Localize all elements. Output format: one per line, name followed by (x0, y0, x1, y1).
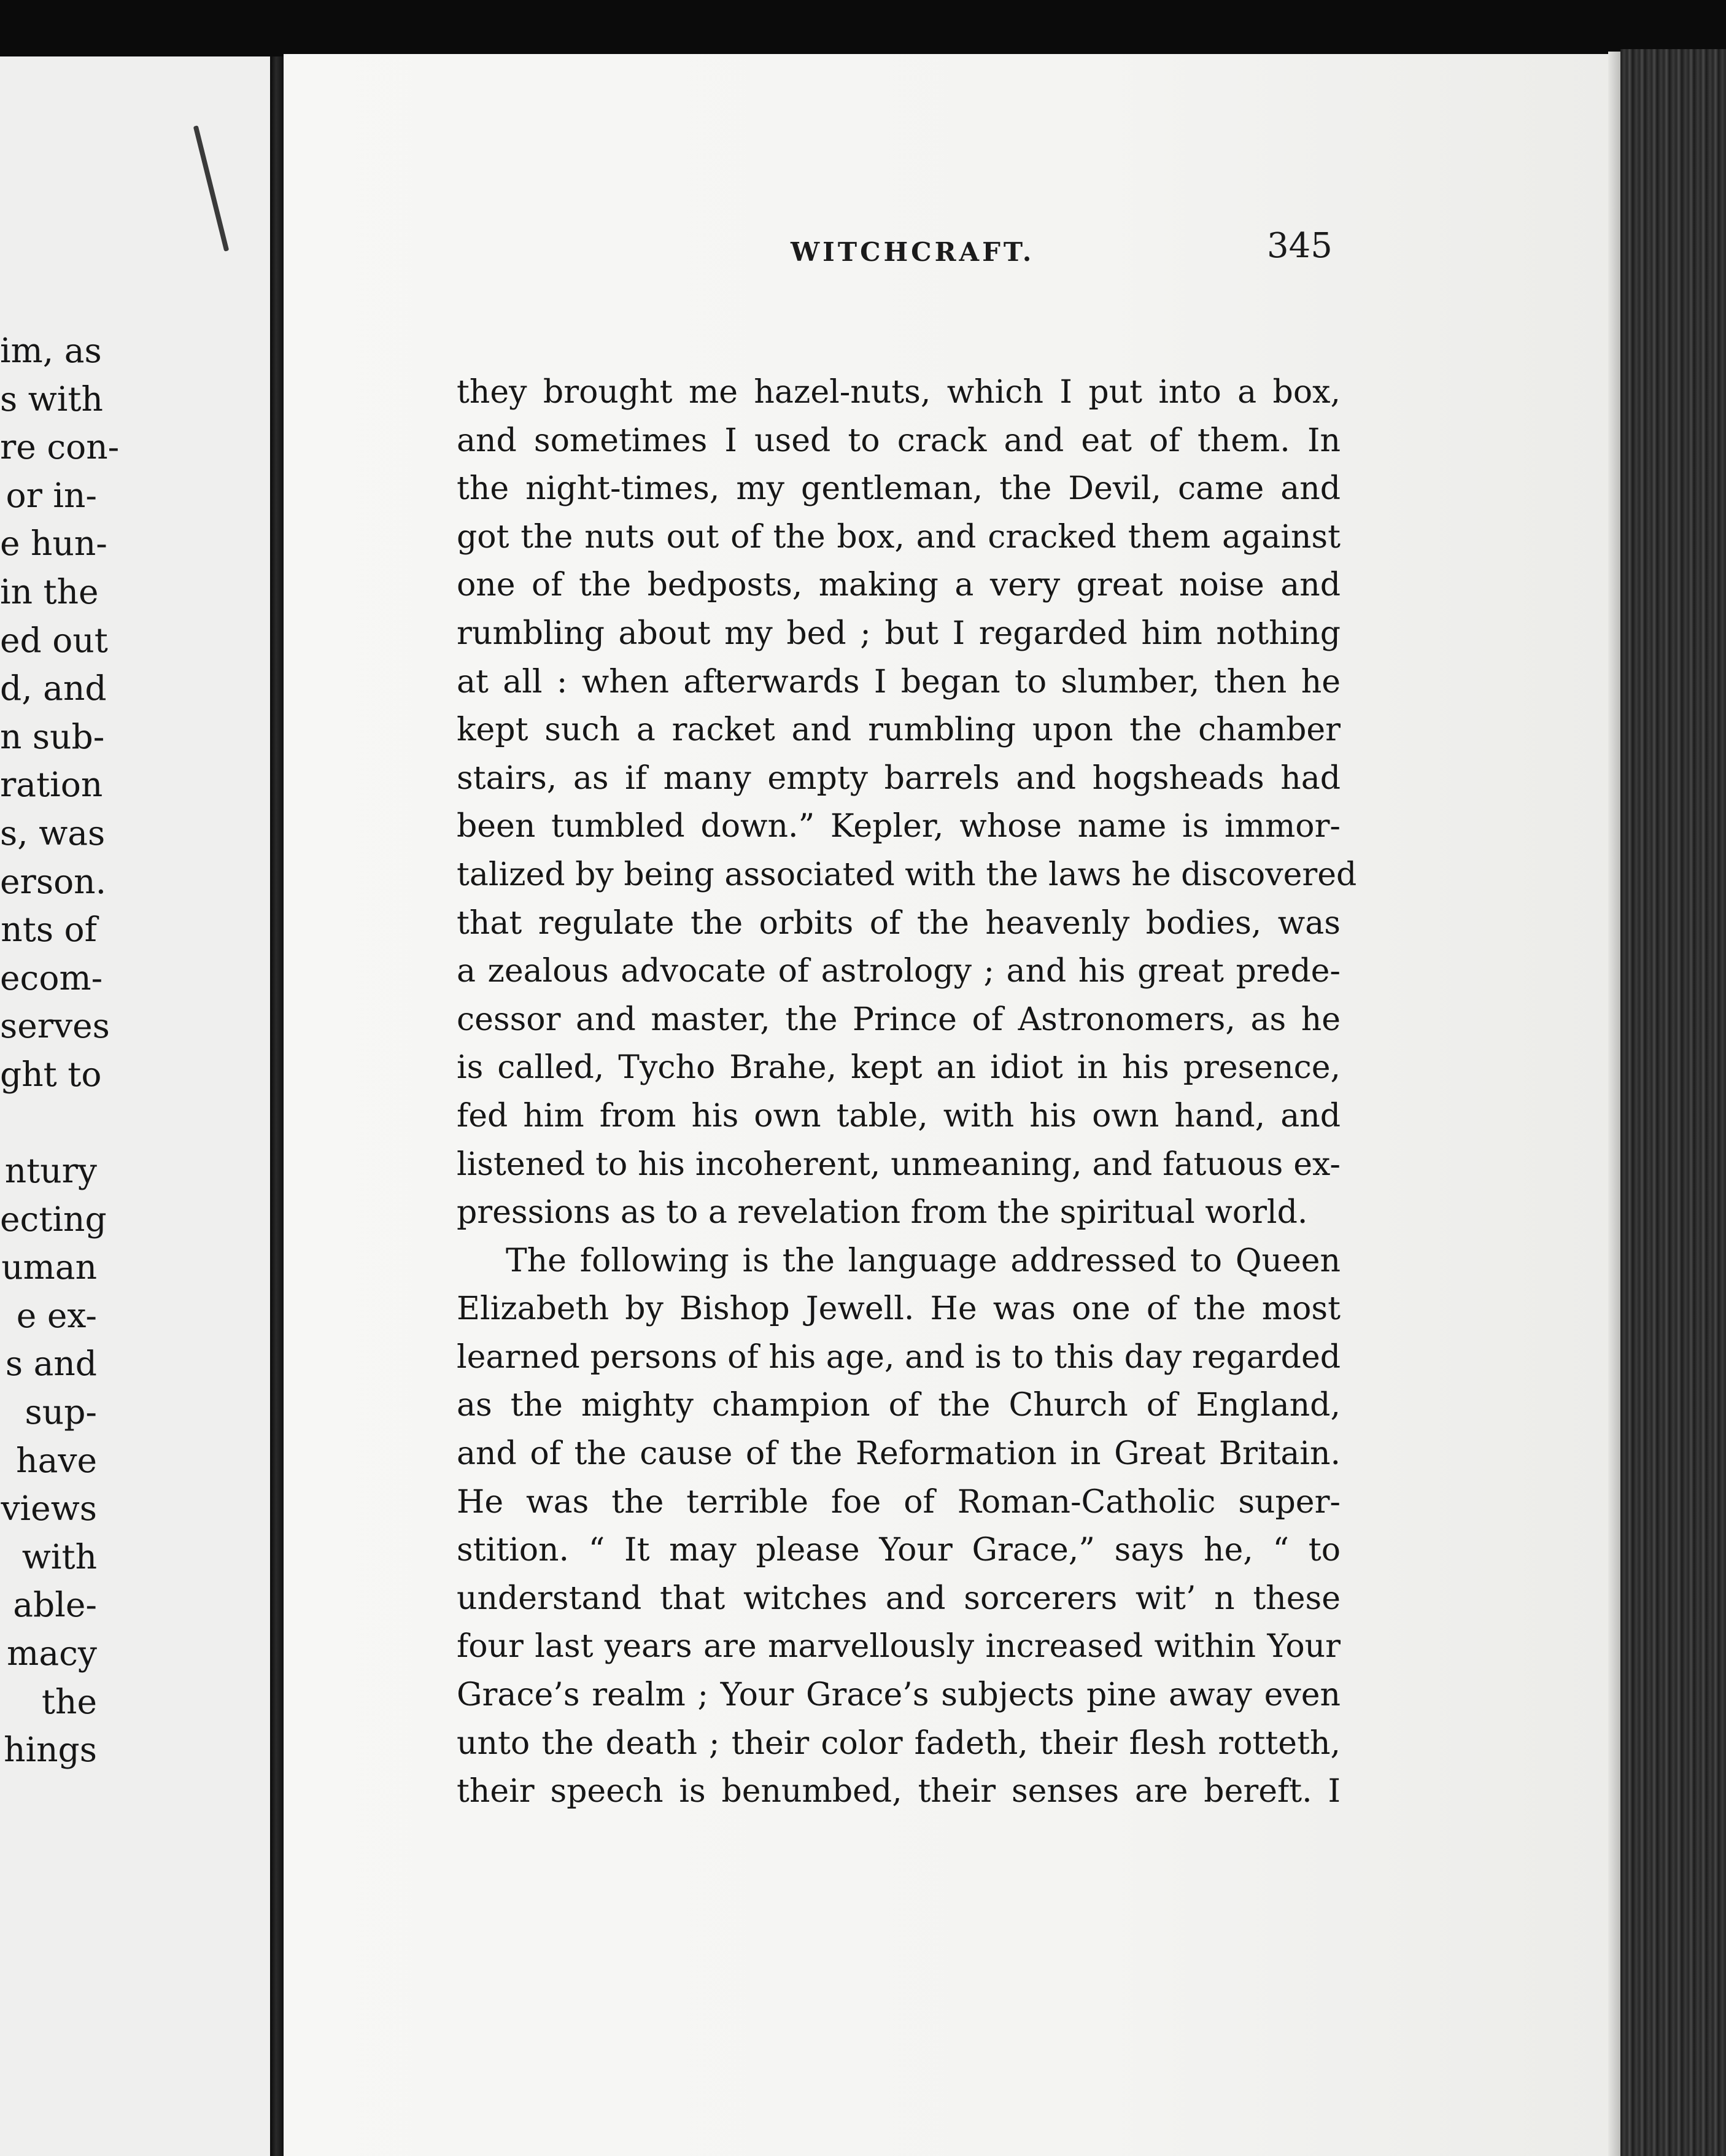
text-line: serves (0, 1006, 110, 1046)
text-line: the night-times, my gentleman, the Devil, came and (457, 470, 1341, 508)
text-line: one of the bedposts, making a very great noise and (457, 567, 1341, 604)
text-line: ght to (0, 1054, 102, 1094)
text-line: fed him from his own table, with his own hand, and (457, 1097, 1341, 1134)
text-line: or in- (6, 475, 97, 515)
text-line: d, and (0, 669, 107, 708)
text-line: s and (5, 1344, 97, 1384)
text-line: rumbling about my bed ; but I regarded him nothing (457, 615, 1341, 652)
text-line: ecom- (0, 958, 103, 998)
text-line: the (41, 1681, 97, 1721)
text-line: got the nuts out of the box, and cracked them against (457, 518, 1341, 556)
text-line: have (16, 1440, 97, 1480)
text-line: at all : when afterwards I began to slumber, then he (457, 663, 1341, 700)
text-line: understand that witches and sorcerers wit’ n these (457, 1580, 1341, 1617)
text-line: they brought me hazel-nuts, which I put into a box, (457, 374, 1341, 411)
left-page (0, 56, 270, 2156)
text-line: cessor and master, the Prince of Astronomers, as he (457, 1001, 1341, 1038)
text-line: stairs, as if many empty barrels and hogsheads had (457, 759, 1341, 797)
text-line: He was the terrible foe of Roman-Catholic super- (457, 1483, 1341, 1521)
text-line: in the (0, 572, 99, 611)
text-line: macy (7, 1634, 97, 1673)
left-page-text (0, 327, 120, 1774)
page-stack-edge (1620, 49, 1726, 2156)
running-head-title: WITCHCRAFT. (791, 237, 1035, 267)
text-line: is called, Tycho Brahe, kept an idiot in his presence, (457, 1049, 1341, 1087)
text-line: im, as (0, 331, 102, 370)
text-line: Elizabeth by Bishop Jewell. He was one of the most (457, 1290, 1341, 1328)
text-line: and of the cause of the Reformation in Great Britain. (457, 1435, 1341, 1473)
text-line: s with (0, 379, 103, 419)
text-line: a zealous advocate of astrology ; and his great prede- (457, 953, 1341, 990)
text-line: uman (1, 1247, 97, 1287)
text-line: sup- (25, 1392, 97, 1432)
text-line: e ex- (16, 1295, 97, 1335)
text-line: s, was (0, 813, 106, 853)
text-line: listened to his incoherent, unmeaning, and fatuous ex- (457, 1146, 1341, 1183)
text-line: talized by being associated with the laws he discovered (457, 856, 1357, 893)
text-line: ntury (4, 1151, 97, 1191)
text-line: able- (13, 1585, 97, 1625)
text-line: Grace’s realm ; Your Grace’s subjects pine away even (457, 1677, 1341, 1714)
text-line: kept such a racket and rumbling upon the chamber (457, 712, 1341, 749)
book-gutter (270, 56, 284, 2156)
text-line: and sometimes I used to crack and eat of them. In (457, 422, 1341, 459)
text-line: as the mighty champion of the Church of England, (457, 1387, 1341, 1424)
text-line: with (21, 1537, 97, 1576)
text-line: unto the death ; their color fadeth, their flesh rotteth, (457, 1724, 1341, 1762)
text-line: ecting (0, 1199, 107, 1239)
body-text (457, 368, 1357, 1816)
text-line: their speech is benumbed, their senses are bereft. I (457, 1773, 1341, 1810)
text-line: n sub- (0, 716, 105, 756)
text-line: hings (4, 1730, 97, 1770)
text-line: nts of (1, 910, 97, 950)
text-line: ration (0, 765, 103, 805)
right-page (284, 54, 1622, 2156)
text-line: stition. “ It may please Your Grace,” says he, “ to (457, 1532, 1341, 1569)
blank-line (0, 1099, 97, 1147)
text-line: ed out (0, 620, 108, 660)
text-line: e hun- (0, 524, 107, 564)
text-line: erson. (0, 861, 107, 901)
text-line: four last years are marvellously increased within Your (457, 1628, 1341, 1665)
ink-mark (193, 125, 230, 252)
text-line: been tumbled down.” Kepler, whose name is immor- (457, 808, 1341, 845)
text-line: learned persons of his age, and is to this day regarded (457, 1338, 1341, 1376)
text-line: that regulate the orbits of the heavenly bodies, was (457, 904, 1341, 942)
text-line: re con- (0, 427, 120, 467)
page-number: 345 (1267, 226, 1333, 266)
text-line: The following is the language addressed to Queen (506, 1242, 1341, 1279)
page-edge-highlight (1608, 52, 1622, 2156)
text-line: views (1, 1489, 97, 1529)
text-line: pressions as to a revelation from the spiritual world. (457, 1194, 1308, 1231)
